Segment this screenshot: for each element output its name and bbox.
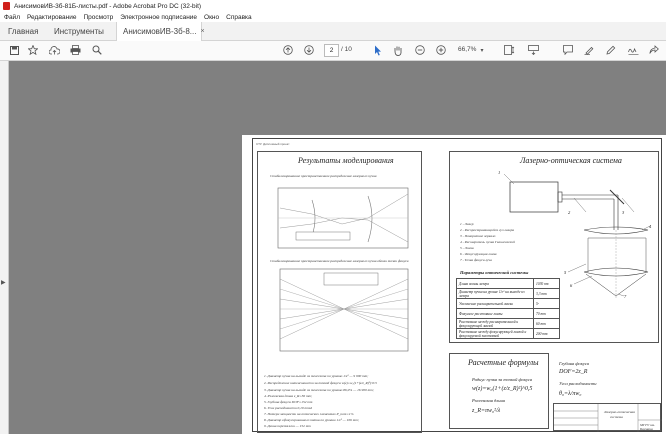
scroll-mode-icon[interactable] — [527, 43, 539, 57]
radius-formula: w(z)=w₀(1+(z/z_R)²)^0,5 — [472, 386, 533, 392]
dof-formula: DOF=2z_R — [559, 369, 588, 375]
corner-stamp: СТУ. Дипломный проект — [256, 142, 290, 146]
optics-title: Лазерно-оптическая система — [520, 156, 622, 165]
rayleigh-label: Рэлеевская длина — [472, 398, 505, 403]
optics-sheet — [449, 151, 659, 343]
hand-tool-icon[interactable] — [392, 43, 404, 57]
tab-bar — [0, 22, 666, 41]
legend-4: 4 - Расширитель пучка Галилеевский — [460, 240, 515, 244]
legend-6: 6 - Фокусирующая линза — [460, 252, 497, 256]
params-title: Параметры оптической системы — [460, 270, 529, 275]
result-9: 9. Длина перетяжки — 152 mm — [264, 424, 311, 428]
callout-7: 7 — [624, 294, 627, 299]
params-table — [456, 278, 560, 339]
formulas-sheet — [449, 353, 549, 429]
acrobat-pdf-icon — [3, 2, 10, 10]
legend-2: 2 - Распространяющийся луч лазера — [460, 228, 515, 232]
save-icon[interactable] — [8, 43, 20, 57]
table-row — [457, 329, 560, 339]
callout-3: 3 — [622, 210, 625, 215]
draw-pencil-icon[interactable] — [605, 43, 617, 57]
radius-label: Радиус пучка за точкой фокуса — [472, 377, 533, 382]
tab-document[interactable] — [116, 22, 205, 41]
menu-bar — [0, 12, 666, 22]
legend-7: 7 - Точка фокуса луча — [460, 258, 492, 262]
window-titlebar — [0, 0, 666, 12]
share-icon[interactable] — [648, 43, 660, 57]
param-name: Расстояние между расширительной и фокусирующей линзой — [457, 319, 534, 329]
menu-help[interactable]: Справка — [226, 13, 252, 21]
result-3: 3. Диаметр пучка на выходе из телескопа по уровню 86,9% — 16 900 mm; — [264, 388, 374, 392]
drawing-frame — [252, 138, 662, 432]
beam-profile-chart — [272, 184, 414, 254]
param-value: 3,3 mm — [534, 289, 560, 299]
menu-view[interactable]: Просмотр — [83, 13, 114, 21]
chart2-caption: Стабилизированное пространственное распределение лазерного пучка вблизи точки фокуса — [270, 259, 409, 263]
highlight-pen-icon[interactable] — [583, 43, 595, 57]
prev-page-icon[interactable] — [282, 43, 294, 57]
result-7: 7. Потери мощности на оптических элементах P_пот=1% — [264, 412, 354, 416]
callout-1: 1 — [498, 170, 501, 175]
table-row — [457, 309, 560, 319]
param-value: 1030 nm — [534, 279, 560, 289]
pdf-page — [242, 135, 666, 434]
comment-icon[interactable] — [562, 43, 574, 57]
dof-label: Глубина фокуса — [559, 361, 589, 366]
menu-sign[interactable]: Электронное подписание — [120, 13, 198, 21]
title-block — [553, 403, 661, 431]
legend-1: 1 - Лазер — [460, 222, 474, 226]
table-row — [457, 299, 560, 309]
focus-region-chart — [272, 267, 414, 359]
zoom-out-icon[interactable] — [414, 43, 426, 57]
results-title: Результаты моделирования — [298, 156, 394, 165]
callout-6: 6 — [570, 283, 573, 288]
param-name: Диаметр пучка на уровне 1/e² на выходе из лазера — [457, 289, 534, 299]
menu-window[interactable]: Окно — [204, 13, 220, 21]
result-2: 2. Распределение интенсивности за точкой фокуса w(z)=w₀(1+(z/z_R)²)^0.5 — [264, 381, 377, 385]
print-icon[interactable] — [69, 43, 81, 57]
angle-formula: θ₀=λ/πw₀ — [559, 391, 582, 397]
param-name: Фокусное расстояние линзы — [457, 309, 534, 319]
param-value: 70 mm — [534, 309, 560, 319]
result-5: 5. Глубина фокуса DOF=152 mm — [264, 400, 313, 404]
window-title: АнисимовИВ-3б-81Б-листы.pdf - Adobe Acrobat Pro DC (32-bit) — [14, 2, 202, 10]
tab-document-label: АнисимовИВ-3б-8... — [123, 27, 197, 36]
search-icon[interactable] — [91, 43, 103, 57]
page-number-input[interactable]: 2 — [324, 44, 339, 57]
fit-page-icon[interactable] — [503, 43, 515, 57]
menu-edit[interactable]: Редактирование — [26, 13, 77, 21]
stamp-line1: Лазерно-оптическая — [604, 410, 635, 414]
formulas-title: Расчетные формулы — [468, 358, 539, 367]
tab-close-icon[interactable]: × — [200, 28, 205, 35]
result-1: 1. Диаметр пучка на выходе из телескопа по уровню 1/e² — 9 900 mm; — [264, 374, 369, 378]
rayleigh-formula: z_R=πw₀²/λ — [472, 408, 501, 414]
expand-pane-arrow-icon[interactable]: ▶ — [1, 280, 6, 286]
page-total: / 10 — [341, 46, 352, 53]
zoom-level[interactable]: 66,7% — [458, 46, 477, 53]
tab-tools[interactable]: Инструменты — [54, 26, 104, 36]
result-6: 6. Угол расходимости 0,19 mrad — [264, 406, 312, 410]
param-name: Расстояние между фокусирующей линзой и фокусируемой заготовкой — [457, 329, 534, 339]
zoom-in-icon[interactable] — [435, 43, 447, 57]
table-row — [457, 289, 560, 299]
navigation-pane-collapsed[interactable] — [0, 61, 9, 434]
table-row — [457, 319, 560, 329]
upload-cloud-icon[interactable] — [48, 43, 60, 57]
next-page-icon[interactable] — [303, 43, 315, 57]
legend-5: 5 - Линза — [460, 246, 474, 250]
callout-5: 5 — [564, 270, 567, 275]
angle-label: Угол расходимости — [559, 381, 597, 386]
result-4: 4. Рэлеевская длина z_R=36 mm; — [264, 394, 313, 398]
param-value: 200 mm — [534, 329, 560, 339]
param-name: Увеличение расширительной линзы — [457, 299, 534, 309]
table-row — [457, 279, 560, 289]
zoom-dropdown-chevron-icon[interactable]: ▾ — [480, 47, 484, 54]
menu-file[interactable]: Файл — [4, 13, 20, 21]
param-value: 60 mm — [534, 319, 560, 329]
bookmark-star-icon[interactable] — [27, 43, 39, 57]
param-name: Длина волны лазера — [457, 279, 534, 289]
chart1-caption: Стабилизированное пространственное распределение лазерного пучка — [270, 174, 377, 178]
stamp-org: МГТУ им. Баумана — [640, 423, 655, 431]
result-8: 8. Диаметр сфокусированного пятна по уровню 1/e² — 106 mm; — [264, 418, 360, 422]
legend-3: 3 - Поворотное зеркало — [460, 234, 496, 238]
tab-home[interactable]: Главная — [8, 26, 39, 36]
results-sheet — [257, 151, 422, 433]
param-value: 5ˣ — [534, 299, 560, 309]
callout-4: 4 — [649, 224, 652, 229]
callout-2: 2 — [568, 210, 571, 215]
select-cursor-icon[interactable] — [372, 43, 384, 57]
stamp-line2: система — [610, 415, 623, 419]
sign-icon[interactable] — [627, 43, 639, 57]
